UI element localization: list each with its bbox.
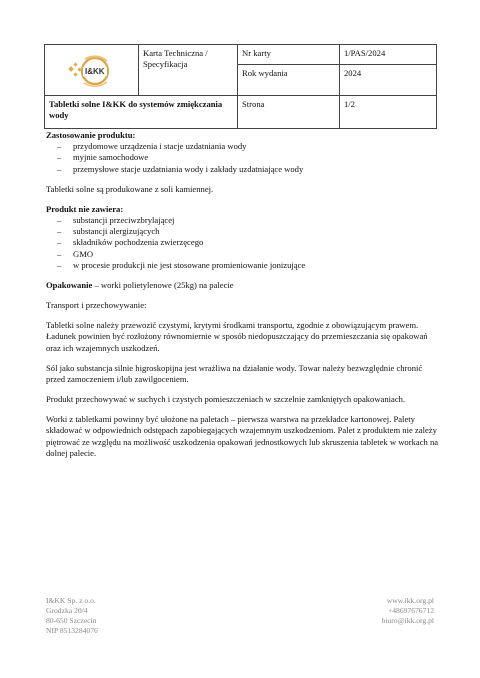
source-text: Tabletki solne są produkowane z soli kamiennej. xyxy=(46,183,214,194)
page-value: 1/2 xyxy=(340,96,437,129)
transport-heading: Transport i przechowywanie: xyxy=(46,300,147,311)
packaging-label: Opakowanie xyxy=(46,279,93,290)
footer-phone: +48697676712 xyxy=(387,605,434,615)
list-item: – substancji alergizujących xyxy=(46,226,440,237)
footer-address xyxy=(46,596,98,635)
product-title: Tabletki solne I&KK do systemów zmiękczania wody xyxy=(45,96,238,129)
footer-contact xyxy=(382,596,434,626)
edition-value: 2024 xyxy=(340,65,437,96)
company-logo xyxy=(45,45,138,95)
doc-type-cell: Karta Techniczna / Specyfikacja xyxy=(139,45,238,96)
packaging-line xyxy=(46,280,440,291)
list-item: – myjnie samochodowe xyxy=(46,152,440,163)
paragraph-pallets: Worki z tabletkami powinny być ułożone na paletach – pierwsza warstwa na przekładce kartonowej. Palety składować w odpowiednich odstępach zapobiegających wzajemnym uszkodzeniom. Palet z produktem nie zależy piętrować ze względu na możliwość uszkodzenia opakowań jednostkowych lub skruszenia tabletek w workach na dolnej palecie. xyxy=(46,414,439,458)
footer-company: I&KK Sp. z o.o. xyxy=(46,596,96,605)
footer-email-link[interactable]: biuro@ikk.org.pl xyxy=(381,615,434,625)
footer-website-link[interactable]: www.ikk.org.pl xyxy=(386,596,434,605)
paragraph-hygroscopic: Sól jako substancja silnie higroskopijna jest wrażliwa na działanie wody. Towar należy bezwzględnie chronić przed zamoczeniem i/lub zawilgoceniem. xyxy=(46,362,423,384)
list-item: – w procesie produkcji nie jest stosowane promieniowanie jonizujące xyxy=(46,260,440,271)
list-item: – przydomowe urządzenia i stacje uzdatniania wody xyxy=(46,141,440,152)
footer-nip: NIP 8513284076 xyxy=(46,625,98,635)
free-from-heading: Produkt nie zawiera: xyxy=(46,203,124,214)
footer-city: 80-650 Szczecin xyxy=(46,615,97,625)
header-table xyxy=(44,44,437,129)
application-heading: Zastosowanie produktu: xyxy=(46,130,136,140)
packaging-text: – worki polietylenowe (25kg) na palecie xyxy=(92,279,234,290)
application-list xyxy=(46,141,440,175)
card-no-label: Nr karty xyxy=(238,45,340,65)
paragraph-storage: Produkt przechowywać w suchych i czystych pomieszczeniach w szczelnie zamkniętych opakowaniach. xyxy=(46,394,406,405)
list-item: – składników pochodzenia zwierzęcego xyxy=(46,237,440,248)
card-no-value: 1/PAS/2024 xyxy=(340,45,437,65)
footer-street: Grodzka 20/4 xyxy=(46,605,88,615)
list-item: – przemysłowe stacje uzdatniania wody i zakłady uzdatniające wody xyxy=(46,164,440,175)
list-item: – GMO xyxy=(46,249,440,260)
edition-label: Rok wydania xyxy=(238,65,340,96)
page-label: Strona xyxy=(238,96,340,129)
document-body xyxy=(46,130,440,459)
paragraph-transport: Tabletki solne należy przewozić czystymi, krytymi środkami transportu, zgodnie z obowiązującym prawem. Ładunek powinien być rozłożony równomiernie w sposób niedopuszczający do przemieszczania się opakowań oraz ich wzajemnych uszkodzeń. xyxy=(46,320,428,353)
free-from-list xyxy=(46,215,440,271)
logo-text: I&KK xyxy=(85,67,105,76)
list-item: – substancji przeciwzbrylającej xyxy=(46,215,440,226)
logo-cell xyxy=(45,45,139,96)
